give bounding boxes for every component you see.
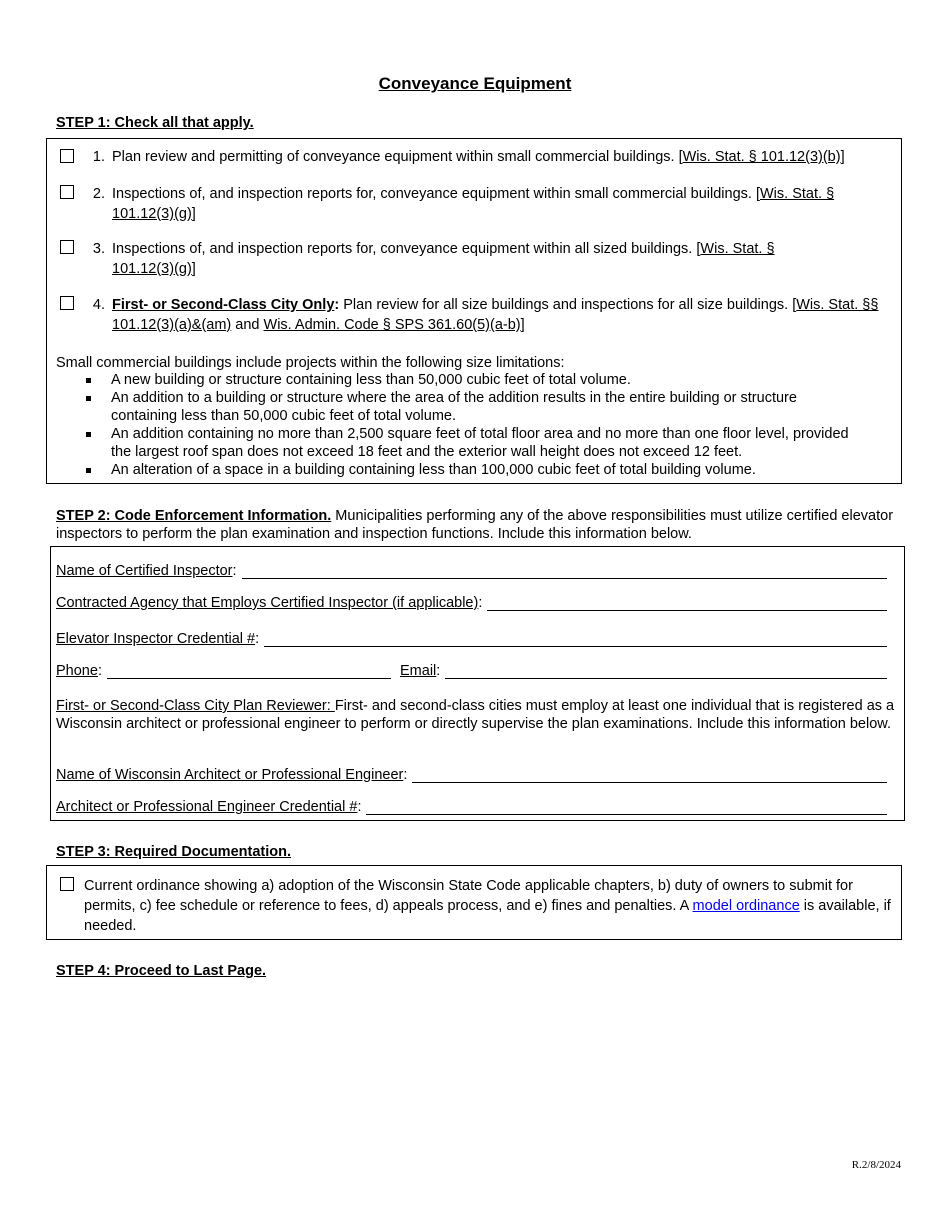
- item-number: 3.: [92, 241, 105, 257]
- inspector-name-field: Name of Certified Inspector:: [56, 562, 887, 579]
- item-number: 4.: [92, 297, 105, 313]
- item-number: 2.: [92, 186, 105, 202]
- statute-link[interactable]: Wis. Stat. § 101.12(3)(g): [112, 241, 775, 277]
- step1-checkbox-4[interactable]: [60, 296, 74, 310]
- size-limitations-list: [56, 371, 866, 479]
- step1-item-1: Plan review and permitting of conveyance equipment within small commercial buildings. [Wis. Stat. § 101.12(3)(b)]: [112, 149, 845, 165]
- phone-field: Phone:: [56, 662, 391, 679]
- agency-field: Contracted Agency that Employs Certified Inspector (if applicable):: [56, 594, 887, 611]
- step1-item-3: Inspections of, and inspection reports for, conveyance equipment within all sized buildings. [Wis. Stat. § 101.12(3)(g)]: [112, 241, 775, 277]
- plan-reviewer-text: First- or Second-Class City Plan Reviewer: First- and second-class cities must employ at least one individual that is registered as a Wisconsin architect or professional engineer to perform or directly supervise the plan examinations. Include this information below.: [56, 698, 895, 732]
- agency-input[interactable]: [487, 594, 887, 611]
- small-commercial-intro: Small commercial buildings include projects within the following size limitations:: [56, 355, 565, 371]
- step3-box: [46, 865, 902, 940]
- step2-intro: STEP 2: Code Enforcement Information. Municipalities performing any of the above responsibilities must utilize certified elevator inspectors to perform the plan examination and inspection functions. Include this information below.: [56, 508, 894, 542]
- credential-input[interactable]: [264, 630, 887, 647]
- step1-box: [46, 138, 902, 484]
- step3-checkbox[interactable]: [60, 877, 74, 891]
- step3-heading: STEP 3: Required Documentation.: [56, 844, 291, 860]
- list-item: A new building or structure containing less than 50,000 cubic feet of total volume.: [56, 371, 866, 389]
- statute-link[interactable]: Wis. Stat. § 101.12(3)(b): [682, 149, 841, 165]
- step4-heading: STEP 4: Proceed to Last Page.: [56, 963, 267, 979]
- step2-heading: STEP 2: Code Enforcement Information.: [56, 508, 332, 524]
- first-second-class-city-label: First- or Second-Class City Only: [112, 297, 335, 313]
- ordinance-text: Current ordinance showing a) adoption of the Wisconsin State Code applicable chapters, b) duty of owners to submit for permits, c) fee schedule or reference to fees, d) appeals process, and e) fines and penalties. A model ordinance is available, if needed.: [84, 878, 891, 934]
- list-item: An addition to a building or structure where the area of the addition results in the entire building or structure containing less than 50,000 cubic feet of total volume.: [56, 389, 866, 425]
- model-ordinance-link[interactable]: model ordinance: [692, 898, 800, 914]
- admin-code-link[interactable]: Wis. Admin. Code § SPS 361.60(5)(a-b): [263, 317, 521, 333]
- item-number: 1.: [92, 149, 105, 165]
- list-item: An alteration of a space in a building containing less than 100,000 cubic feet of total building volume.: [56, 461, 866, 479]
- architect-name-field: Name of Wisconsin Architect or Professional Engineer:: [56, 766, 887, 783]
- step1-checkbox-3[interactable]: [60, 240, 74, 254]
- step1-checkbox-1[interactable]: [60, 149, 74, 163]
- email-input[interactable]: [445, 662, 887, 679]
- inspector-name-input[interactable]: [242, 562, 887, 579]
- page-title: Conveyance Equipment: [378, 74, 572, 93]
- step1-checkbox-2[interactable]: [60, 185, 74, 199]
- statute-link[interactable]: Wis. Stat. § 101.12(3)(g): [112, 186, 835, 222]
- revision-date: R.2/8/2024: [851, 1159, 901, 1171]
- step1-item-4: First- or Second-Class City Only: Plan review for all size buildings and inspections for all size buildings. [Wis. Stat. §§ 101.12(3)(a)&(am) and Wis. Admin. Code § SPS 361.60(5)(a-b)]: [112, 297, 879, 333]
- credential-field: Elevator Inspector Credential #:: [56, 630, 887, 647]
- statute-link[interactable]: Wis. Stat. §§ 101.12(3)(a)&(am): [112, 297, 879, 333]
- step1-heading: STEP 1: Check all that apply.: [56, 115, 254, 131]
- architect-name-input[interactable]: [412, 766, 887, 783]
- email-field: Email:: [400, 662, 887, 679]
- list-item: An addition containing no more than 2,500 square feet of total floor area and no more than one floor level, provided the largest roof span does not exceed 18 feet and the exterior wall height does not exceed 12 feet.: [56, 425, 866, 461]
- phone-input[interactable]: [107, 662, 391, 679]
- architect-credential-input[interactable]: [366, 798, 887, 815]
- step1-item-2: Inspections of, and inspection reports for, conveyance equipment within small commercial buildings. [Wis. Stat. § 101.12(3)(g)]: [112, 186, 835, 222]
- architect-credential-field: Architect or Professional Engineer Credential #:: [56, 798, 887, 815]
- plan-reviewer-label: First- or Second-Class City Plan Reviewer:: [56, 698, 335, 714]
